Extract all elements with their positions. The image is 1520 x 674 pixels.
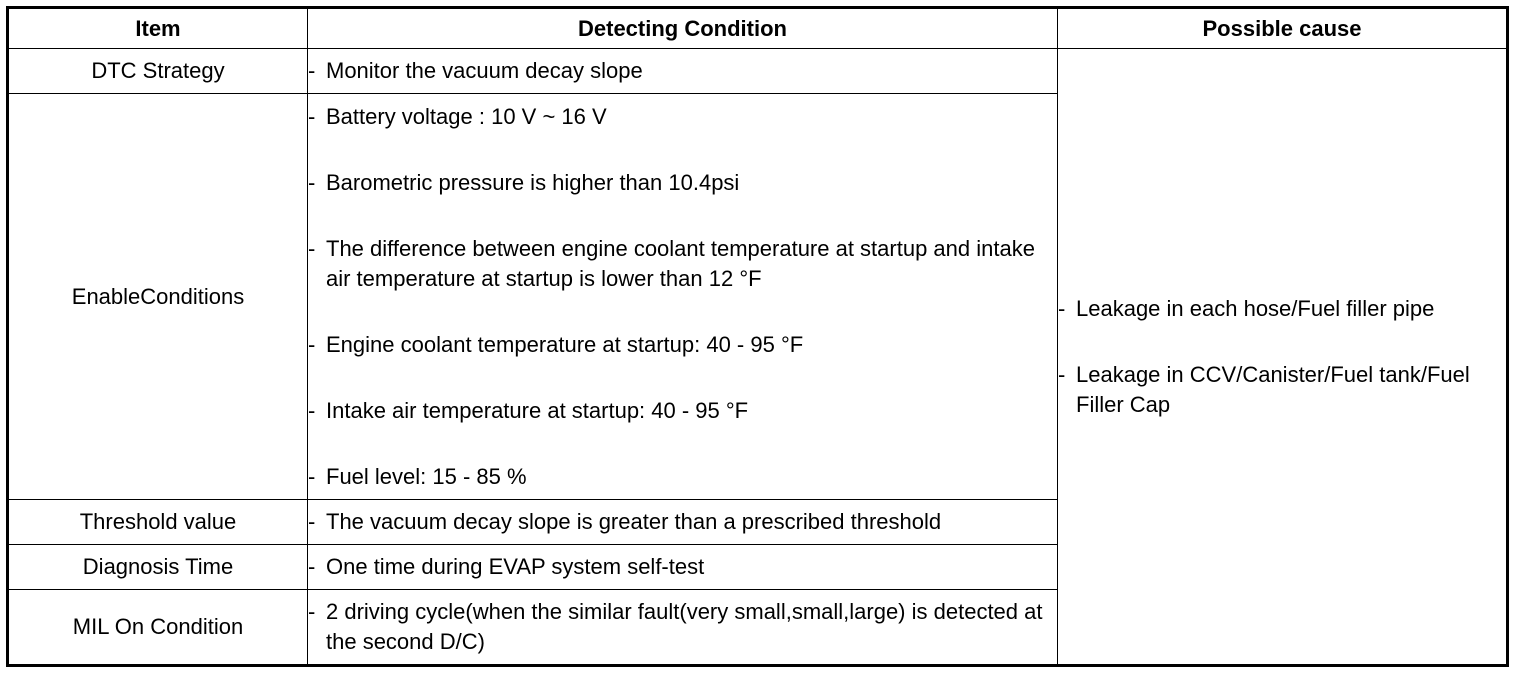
enable-conditions-list [308,102,1057,492]
dash-bullet: - [308,103,316,129]
dash-bullet: - [308,397,316,423]
condition-line: - One time during EVAP system self-test [308,552,1057,582]
condition-line: - The vacuum decay slope is greater than a prescribed threshold [308,507,1057,537]
header-possible-cause: Possible cause [1058,8,1508,49]
item-threshold-value: Threshold value [8,500,308,545]
condition-line: - Engine coolant temperature at startup: 40 - 95 °F [308,330,1057,360]
header-detecting-condition: Detecting Condition [308,8,1058,49]
dtc-spec-table [6,6,1509,667]
cause-line: - Leakage in CCV/Canister/Fuel tank/Fuel Filler Cap [1058,361,1470,417]
item-mil-on-condition: MIL On Condition [8,590,308,666]
dash-bullet: - [308,463,316,489]
possible-cause-list [1058,294,1506,420]
condition-dtc-strategy [308,49,1058,94]
item-diagnosis-time: Diagnosis Time [8,545,308,590]
item-enable-conditions: EnableConditions [8,94,308,500]
dash-bullet: - [308,331,316,357]
item-dtc-strategy: DTC Strategy [8,49,308,94]
dash-bullet: - [1058,361,1066,387]
possible-cause-cell [1058,49,1508,666]
dash-bullet: - [308,599,316,624]
dash-bullet: - [308,169,316,195]
dash-bullet: - [1058,295,1066,321]
row-dtc-strategy [8,49,1508,94]
condition-line: - The difference between engine coolant temperature at startup and intake air temperature at startup is lower than 12 °F [308,235,1035,291]
header-row [8,8,1508,49]
condition-threshold-value [308,500,1058,545]
condition-line: - 2 driving cycle(when the similar fault(very small,small,large) is detected at the second D/C) [308,599,1043,654]
condition-line: - Monitor the vacuum decay slope [308,56,1057,86]
condition-line: - Battery voltage : 10 V ~ 16 V [308,102,1057,132]
dash-bullet: - [308,509,316,534]
condition-mil-on-condition [308,590,1058,666]
dash-bullet: - [308,58,316,83]
dash-bullet: - [308,235,316,261]
dash-bullet: - [308,554,316,579]
condition-diagnosis-time [308,545,1058,590]
cause-line: - Leakage in each hose/Fuel filler pipe [1058,294,1506,324]
condition-line: - Fuel level: 15 - 85 % [308,462,1057,492]
header-item: Item [8,8,308,49]
condition-line: - Intake air temperature at startup: 40 - 95 °F [308,396,1057,426]
condition-line: - Barometric pressure is higher than 10.4psi [308,168,1057,198]
condition-enable-conditions [308,94,1058,500]
